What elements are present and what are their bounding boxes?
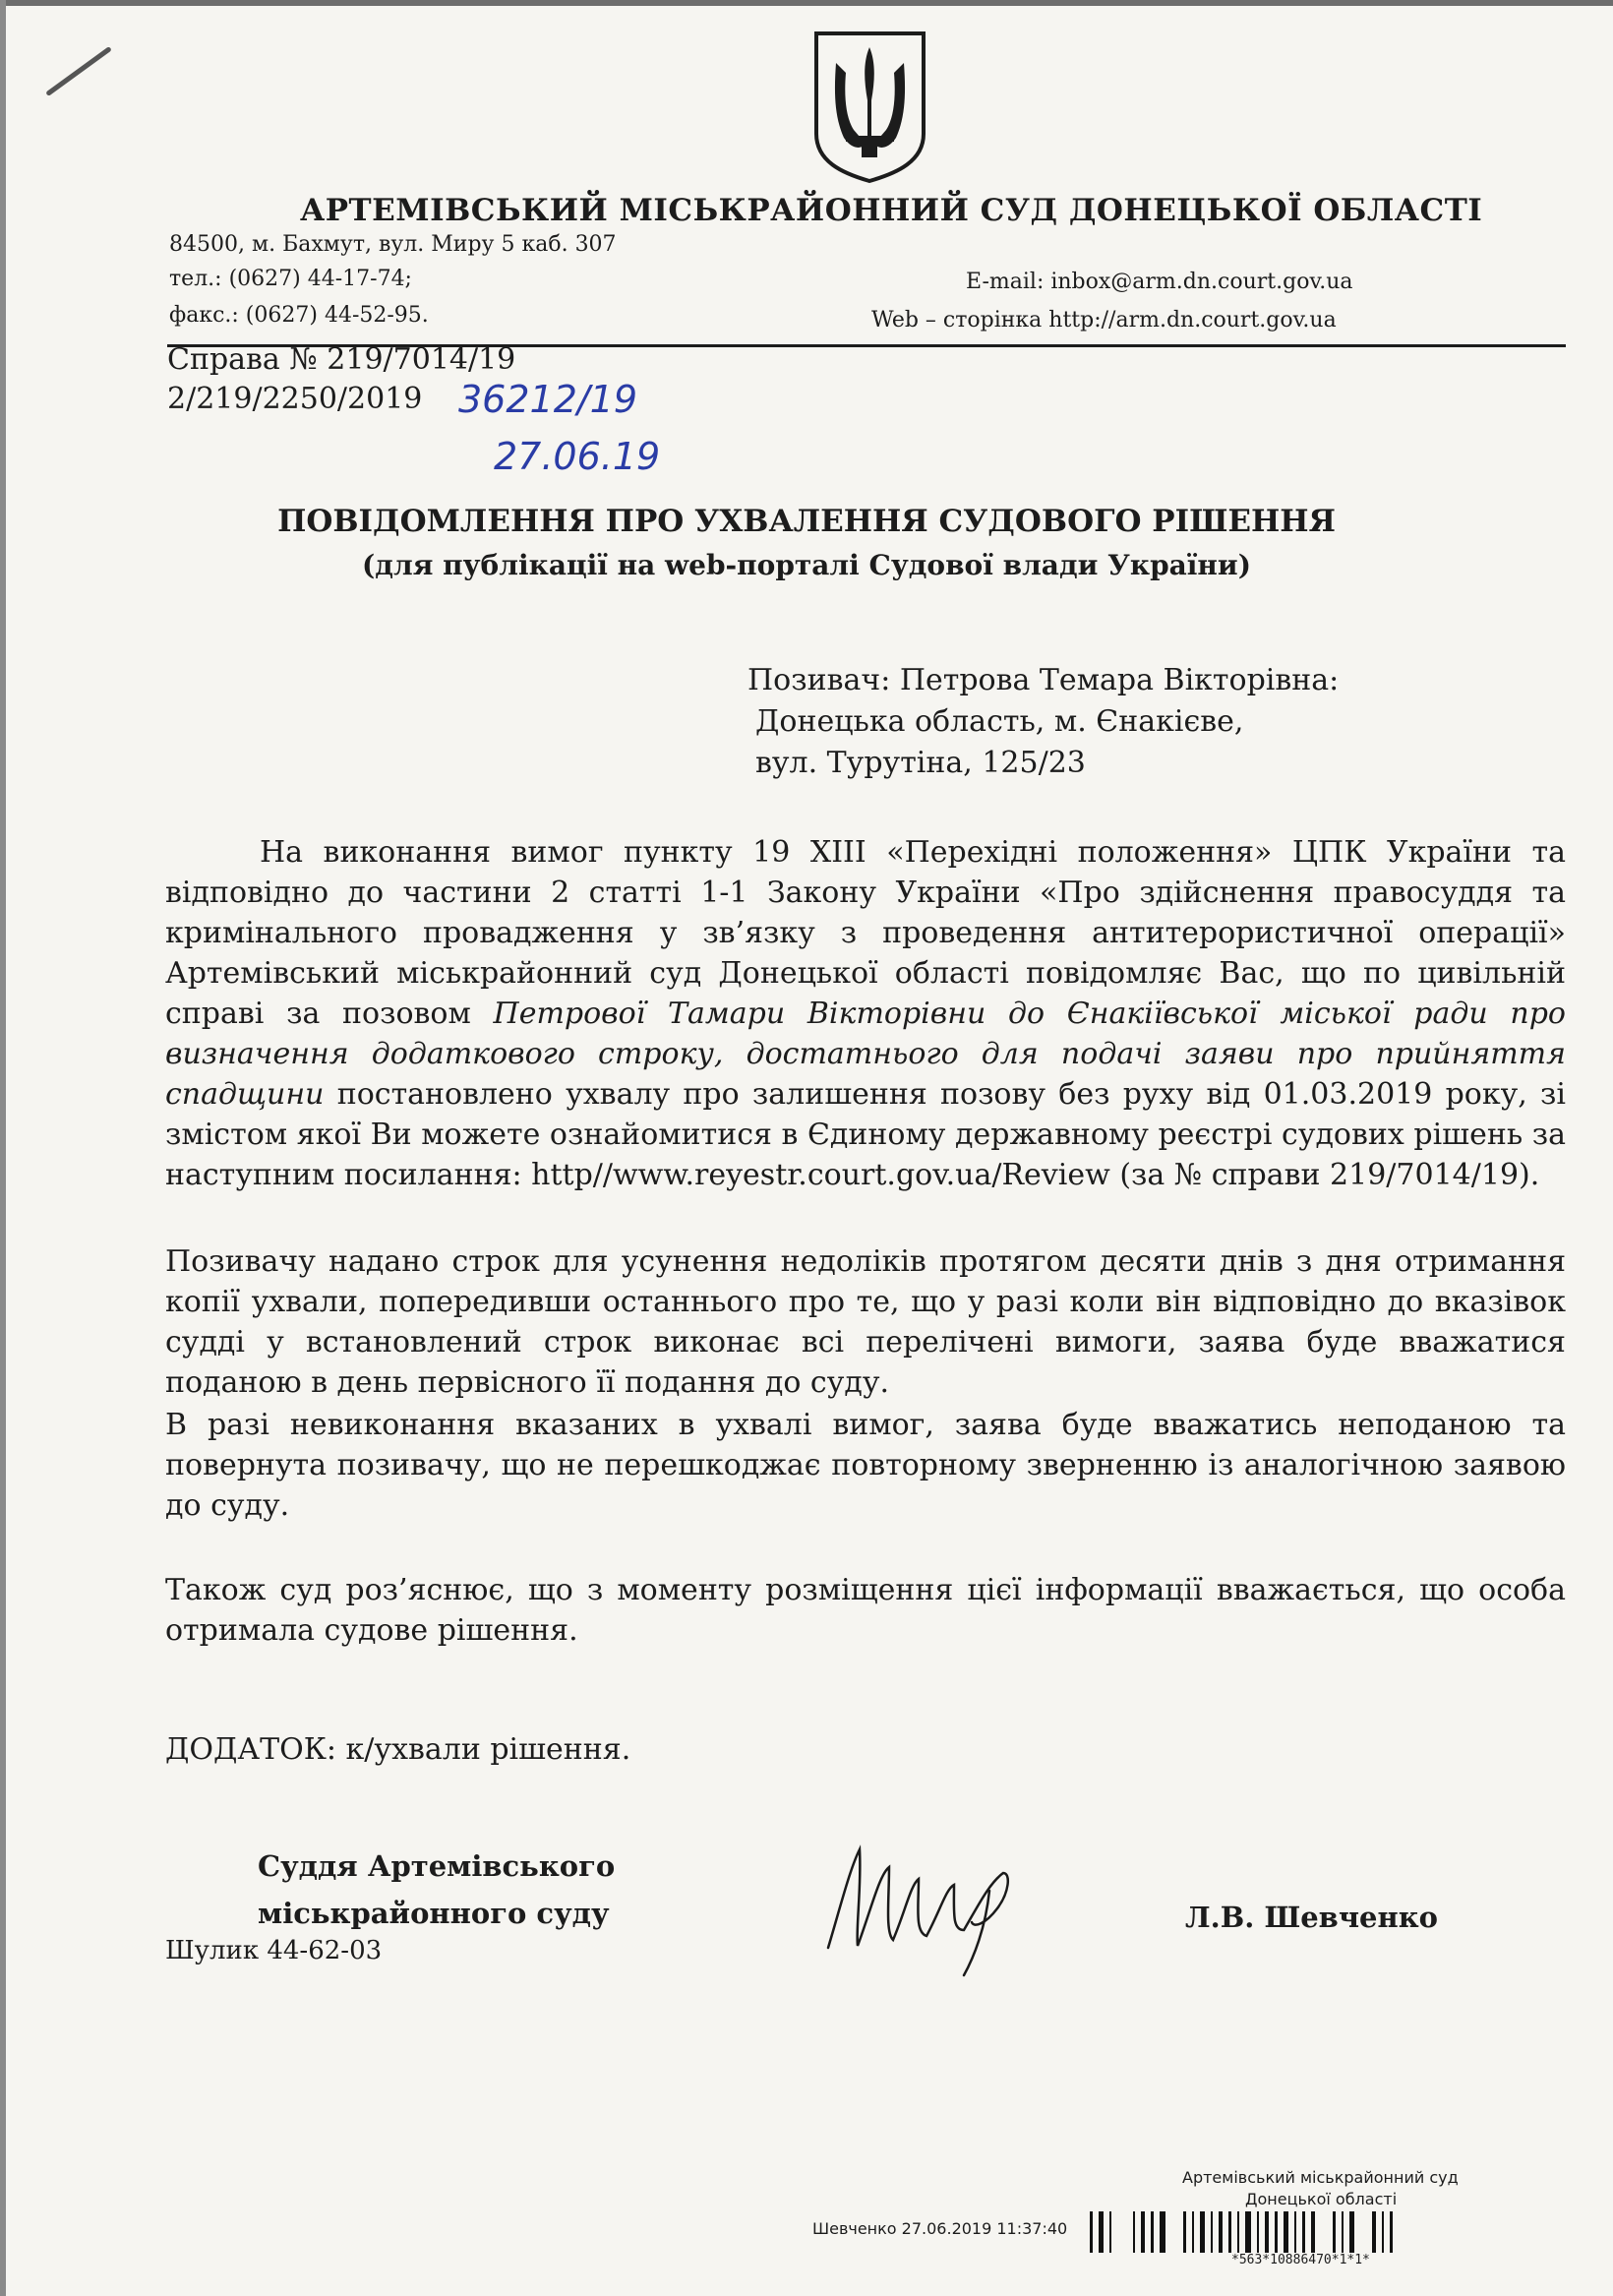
judge-signature [816, 1830, 1082, 1977]
handwritten-registration: 36212/19 [458, 378, 638, 421]
handwritten-date: 27.06.19 [494, 435, 661, 478]
court-email: E-mail: inbox@arm.dn.court.gov.ua [966, 270, 1353, 294]
paragraph-deadline: Позивачу надано строк для усунення недоліків протягом десяти днів з дня отримання копії ухвали, попередивши останнього про те, що у разі коли він відповідно до вказівок судді у встановлений строк виконає всі перелічені вимоги, заява буде вважатися поданою в день первісного її подання до суду. [165, 1244, 1566, 1400]
court-address: 84500, м. Бахмут, вул. Миру 5 каб. 307 [169, 232, 617, 257]
stamp-court-line2: Донецької області [1245, 2190, 1398, 2208]
court-fax: факс.: (0627) 44-52-95. [169, 303, 429, 328]
stamp-signed-by: Шевченко 27.06.2019 11:37:40 [812, 2219, 1068, 2238]
coat-of-arms-icon [808, 28, 931, 185]
paragraph-notice-start: На виконання вимог пункту 19 XIII «Перехідні положення» ЦПК України та відповідно до частини 2 статті 1-1 Закону України «Про здійснення правосуддя та кримінального провадження у зв’язку з проведення антитерористичної операції» Артемівський міськрайонний суд Донецької області повідомляє Вас, що по цивільній справі за позовом [165, 835, 1566, 1031]
judge-title-line2: міськрайонного суду [258, 1897, 610, 1930]
paragraph-notice [165, 832, 1566, 1195]
case-number: Справа № 219/7014/19 [167, 342, 516, 377]
proceeding-number: 2/219/2250/2019 [167, 382, 423, 416]
judge-title-line1: Суддя Артемівського [258, 1849, 616, 1883]
paragraph-notice-end: постановлено ухвалу про залишення позову без руху від 01.03.2019 року, зі змістом якої Ви можете ознайомитися в Єдиному державному реєстрі судових рішень за наступним посилання: http//www.reyestr.court.gov.ua/Review (за № справи 219/7014/19). [165, 1077, 1566, 1192]
judge-name: Л.В. Шевченко [1185, 1901, 1439, 1934]
plaintiff-name: Позивач: Петрова Темара Вікторівна: [747, 663, 1340, 697]
plaintiff-region: Донецька область, м. Єнакієве, [755, 704, 1244, 739]
paragraph-return: В разі невиконання вказаних в ухвалі вимог, заява буде вважатись неподаною та повернута позивачу, що не перешкоджає повторному зверненню із аналогічною заявою до суду. [165, 1408, 1566, 1523]
court-website: Web – сторінка http://arm.dn.court.gov.ua [871, 308, 1337, 332]
stamp-court-line1: Артемівський міськрайонний суд [1182, 2168, 1459, 2187]
court-phone: тел.: (0627) 44-17-74; [169, 267, 412, 291]
attachment-line: ДОДАТОК: к/ухвали рішення. [165, 1732, 631, 1767]
notice-title: ПОВІДОМЛЕННЯ ПРО УХВАЛЕННЯ СУДОВОГО РІШЕННЯ [277, 504, 1336, 539]
barcode-number: *563*10886470*1*1* [1231, 2253, 1370, 2267]
barcode [1090, 2211, 1399, 2253]
plaintiff-street: вул. Турутіна, 125/23 [755, 746, 1086, 780]
court-name: АРТЕМІВСЬКИЙ МІСЬКРАЙОННИЙ СУД ДОНЕЦЬКОЇ ОБЛАСТІ [300, 193, 1483, 228]
notice-subtitle: (для публікації на web-порталі Судової влади України) [362, 549, 1251, 581]
claim-subject: Петрової Тамари Вікторівни до Єнакіївської міської ради про визначення додаткового строку, достатнього для подачі заяви про прийняття спадщини [165, 997, 1566, 1112]
scan-edge-left [0, 0, 6, 2296]
pen-mark [45, 46, 112, 96]
paragraph-explanation: Також суд роз’яснює, що з моменту розміщення цієї інформації вважається, що особа отримала судове рішення. [165, 1573, 1566, 1648]
scan-edge-top [0, 0, 1613, 6]
executor-contact: Шулик 44-62-03 [165, 1936, 383, 1965]
